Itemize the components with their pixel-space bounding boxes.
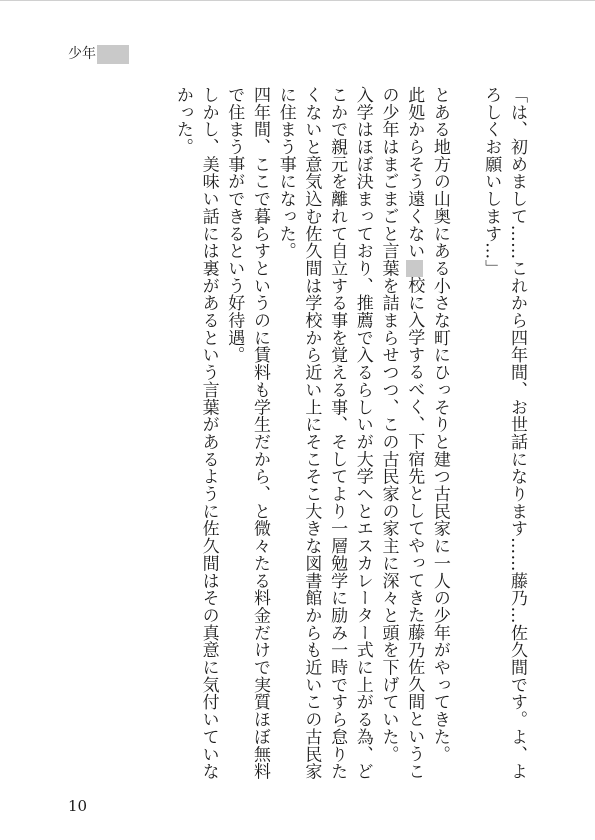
top-border xyxy=(0,0,595,1)
paragraph: 四年間、ここで暮らすというのに賃料も学生だから、と微々たる料金だけで実質ほぼ無料で住まう事ができるという好待遇。 xyxy=(224,86,270,780)
vertical-body-text xyxy=(169,86,529,786)
paragraph-part: 此処からそう遠くない xyxy=(404,86,425,260)
paragraph: しかし、美味い話には裏があるという言葉があるように佐久間はその真意に気付いていなかった。 xyxy=(172,86,219,780)
paragraph: とある地方の山奥にある小さな町にひっそりと建つ古民家に一人の少年がやってきた。 xyxy=(429,86,450,763)
paragraph: 入学はほぼ決まっており、推薦で入るらしいが大学へとエスカレーター式に上がる為、どこかで親元を離れて自立する事を覚える事、そしてより一層勉学に励み一時ですら怠りたくないと意気込む佐久間は学校から近い上にそこそこ大きな図書館からも近いこの古民家に住まう事になった。 xyxy=(275,86,373,780)
page-number: 10 xyxy=(68,797,88,815)
running-title: 少年 xyxy=(68,46,96,62)
redaction-block xyxy=(406,260,423,277)
running-header xyxy=(68,44,129,64)
redaction-block xyxy=(97,45,129,64)
paragraph-part: 校に入学するべく、下宿先としてやってきた藤乃佐久間というこの少年はまごまごと言葉を詰まらせつつ、この古民家の家主に深々と頭を下げていた。 xyxy=(378,86,425,780)
dialogue-line: 「は、初めまして……これから四年間、お世話になります……藤乃…佐久間です。よ、よろしくお願いします…」 xyxy=(481,86,527,780)
paragraph xyxy=(375,86,426,786)
